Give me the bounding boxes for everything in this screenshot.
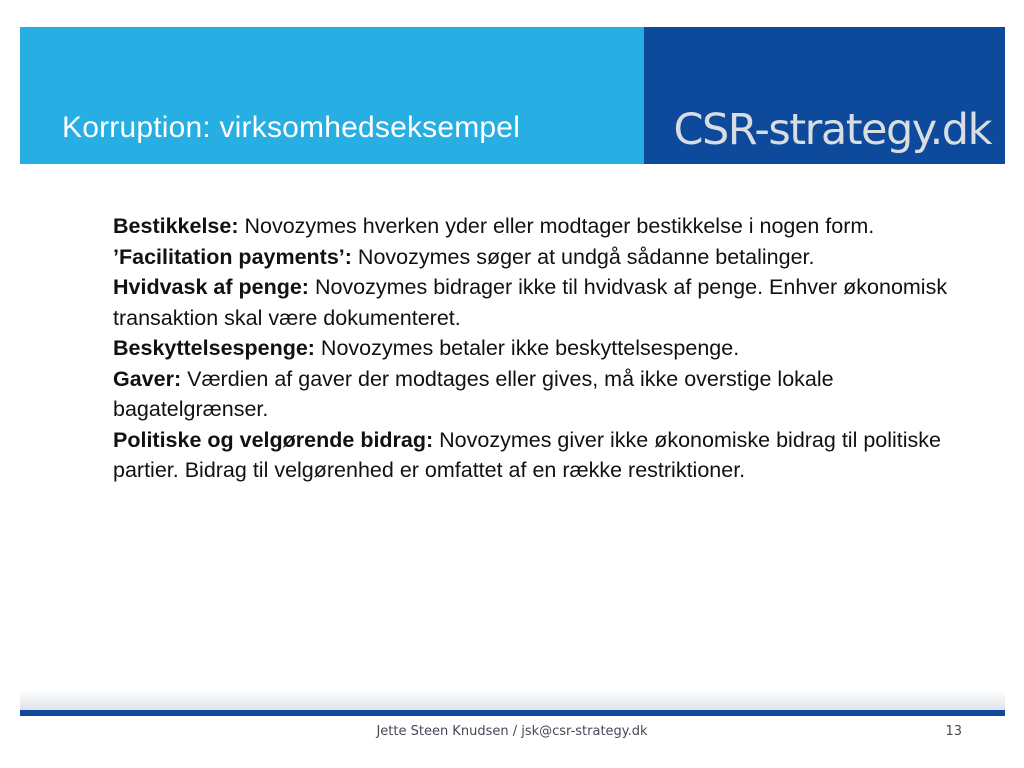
paragraph-politiske-bidrag (113, 425, 993, 486)
paragraph-label: Bestikkelse: (113, 214, 239, 238)
logo-panel (644, 27, 1005, 164)
content-body (113, 211, 993, 486)
slide-title: Korruption: virksomhedseksempel (62, 111, 521, 144)
paragraph-text: Novozymes søger at undgå sådanne betalinger. (351, 244, 815, 269)
paragraph-bestikkelse (113, 211, 993, 242)
paragraph-facilitation-payments (113, 242, 993, 273)
brand-logo: CSR-strategy.dk (673, 105, 991, 155)
footer-author: Jette Steen Knudsen / jsk@csr-strategy.dk (376, 724, 648, 739)
footer-shadow (20, 690, 1005, 710)
paragraph-gaver (113, 364, 993, 425)
paragraph-label: Hvidvask af penge: (113, 275, 309, 299)
paragraph-beskyttelsespenge (113, 333, 993, 364)
paragraph-text: Værdien af gaver der modtages eller gives, må ikke overstige lokale bagatelgrænser. (113, 366, 834, 421)
paragraph-text: Novozymes bidrager ikke til hvidvask af penge. Enhver økonomisk transaktion skal være dokumenteret. (113, 275, 948, 330)
paragraph-label: Gaver: (113, 366, 182, 391)
paragraph-label: ’Facilitation payments’: (113, 244, 352, 269)
paragraph-text: Novozymes giver ikke økonomiske bidrag til politiske partier. Bidrag til velgørenhed er omfattet af en række restriktioner. (113, 427, 941, 482)
title-panel (20, 27, 644, 164)
paragraph-label: Beskyttelsespenge: (113, 336, 315, 360)
paragraph-text: Novozymes hverken yder eller modtager bestikkelse i nogen form. (238, 214, 875, 238)
header-banner (20, 27, 1005, 164)
paragraph-text: Novozymes betaler ikke beskyttelsespenge. (314, 336, 740, 360)
paragraph-hvidvask (113, 272, 993, 333)
footer-divider (20, 710, 1005, 716)
page-number: 13 (945, 724, 962, 739)
paragraph-label: Politiske og velgørende bidrag: (113, 427, 434, 452)
